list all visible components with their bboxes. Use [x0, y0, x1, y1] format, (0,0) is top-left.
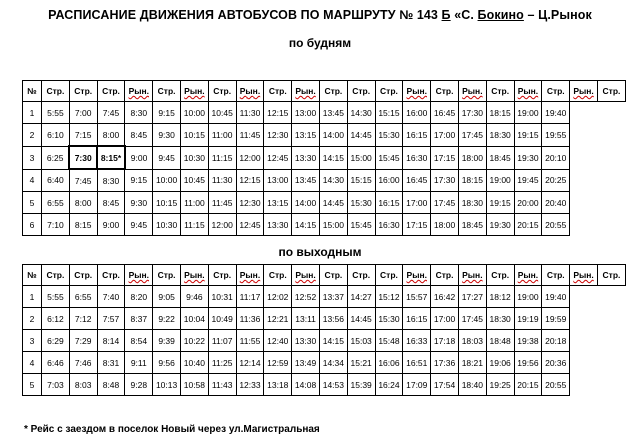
departure-time: 11:45	[236, 124, 264, 147]
departure-time: 11:30	[236, 102, 264, 124]
departure-time: 20:55	[542, 214, 570, 236]
departure-time: 15:30	[347, 192, 375, 214]
column-header: Стр.	[486, 81, 514, 102]
departure-time: 16:15	[375, 192, 403, 214]
departure-time: 11:15	[180, 214, 208, 236]
departure-time: 13:18	[264, 374, 292, 396]
column-header: Рын.	[180, 265, 208, 286]
departure-time: 16:45	[403, 169, 431, 192]
trip-number: 5	[23, 374, 42, 396]
page-title: РАСПИСАНИЕ ДВИЖЕНИЯ АВТОБУСОВ ПО МАРШРУТУ № 143 Б «С. Бокино – Ц.Рынок	[48, 8, 592, 22]
column-header: Рын.	[403, 81, 431, 102]
departure-time: 17:45	[458, 308, 486, 330]
departure-time: 12:15	[264, 102, 292, 124]
departure-time: 15:30	[375, 124, 403, 147]
departure-time: 10:22	[180, 330, 208, 352]
departure-time: 8:15	[69, 214, 97, 236]
departure-time: 14:00	[319, 124, 347, 147]
departure-time: 19:59	[542, 308, 570, 330]
departure-time: 18:30	[486, 308, 514, 330]
departure-time: 10:15	[180, 124, 208, 147]
departure-time: 5:55	[42, 286, 70, 308]
departure-time: 17:30	[458, 102, 486, 124]
column-header: Стр.	[542, 265, 570, 286]
departure-time: 13:00	[264, 169, 292, 192]
departure-time: 14:15	[292, 214, 320, 236]
departure-time: 9:45	[153, 146, 181, 169]
departure-time: 8:00	[97, 124, 125, 147]
departure-time: 20:00	[514, 192, 542, 214]
column-header: Стр.	[69, 265, 97, 286]
departure-time: 14:27	[347, 286, 375, 308]
departure-time: 15:21	[347, 352, 375, 374]
column-header: Рын.	[236, 265, 264, 286]
departure-time: 18:03	[458, 330, 486, 352]
table-row	[23, 102, 626, 124]
departure-time: 10:58	[180, 374, 208, 396]
table-row	[23, 286, 626, 308]
departure-time: 14:53	[319, 374, 347, 396]
departure-time: 7:30	[69, 146, 97, 169]
table-row	[23, 146, 626, 169]
departure-time: 17:45	[458, 124, 486, 147]
departure-time: 19:15	[514, 124, 542, 147]
departure-time: 17:15	[403, 214, 431, 236]
trip-number: 4	[23, 169, 42, 192]
table-row	[23, 192, 626, 214]
departure-time: 6:46	[42, 352, 70, 374]
departure-time: 9:56	[153, 352, 181, 374]
departure-time: 8:20	[125, 286, 153, 308]
departure-time: 10:13	[153, 374, 181, 396]
departure-time: 8:45	[97, 192, 125, 214]
departure-time: 13:15	[264, 192, 292, 214]
departure-time: 14:45	[347, 124, 375, 147]
departure-time: 18:48	[486, 330, 514, 352]
table-row	[23, 374, 626, 396]
departure-time: 12:45	[264, 146, 292, 169]
departure-time: 10:45	[208, 102, 236, 124]
departure-time: 8:14	[97, 330, 125, 352]
column-header: Рын.	[458, 265, 486, 286]
departure-time: 13:45	[319, 102, 347, 124]
departure-time: 20:18	[542, 330, 570, 352]
departure-time: 20:15	[514, 374, 542, 396]
footnote: * Рейс с заездом в поселок Новый через ул.Магистральная	[24, 424, 320, 435]
departure-time: 15:39	[347, 374, 375, 396]
departure-time: 14:30	[319, 169, 347, 192]
table-row	[23, 308, 626, 330]
trip-number: 3	[23, 330, 42, 352]
column-header: Стр.	[375, 81, 403, 102]
departure-time: 12:00	[208, 214, 236, 236]
departure-time: 13:56	[319, 308, 347, 330]
weekday-schedule-table	[22, 80, 626, 236]
departure-time: 8:30	[125, 102, 153, 124]
departure-time: 17:15	[431, 146, 459, 169]
column-header: Стр.	[431, 81, 459, 102]
weekend-label: по выходным	[278, 245, 362, 259]
column-header: Стр.	[319, 265, 347, 286]
departure-time: 19:56	[514, 352, 542, 374]
departure-time: 19:06	[486, 352, 514, 374]
departure-time: 17:27	[458, 286, 486, 308]
departure-time: 10:31	[208, 286, 236, 308]
departure-time: 11:00	[208, 124, 236, 147]
departure-time: 17:00	[431, 124, 459, 147]
departure-time: 18:30	[458, 192, 486, 214]
departure-time: 18:00	[458, 146, 486, 169]
departure-time: 19:30	[514, 146, 542, 169]
departure-time: 16:30	[375, 214, 403, 236]
departure-time: 15:30	[375, 308, 403, 330]
departure-time: 10:30	[153, 214, 181, 236]
departure-time: 19:15	[486, 192, 514, 214]
departure-time: 8:45	[125, 124, 153, 147]
column-header: Рын.	[125, 265, 153, 286]
departure-time: 16:33	[403, 330, 431, 352]
departure-time: 14:08	[292, 374, 320, 396]
departure-time: 10:15	[153, 192, 181, 214]
table-row	[23, 124, 626, 147]
weekday-label: по будням	[288, 36, 352, 50]
departure-time: 12:00	[236, 146, 264, 169]
departure-time: 20:36	[542, 352, 570, 374]
column-header: Стр.	[153, 81, 181, 102]
departure-time: 6:55	[69, 286, 97, 308]
departure-time: 16:24	[375, 374, 403, 396]
departure-time: 18:45	[458, 214, 486, 236]
departure-time: 6:29	[42, 330, 70, 352]
departure-time: 13:49	[292, 352, 320, 374]
departure-time: 6:25	[42, 146, 70, 169]
departure-time: 19:00	[486, 169, 514, 192]
departure-time: 7:46	[69, 352, 97, 374]
departure-time: 15:15	[347, 169, 375, 192]
departure-time: 7:40	[97, 286, 125, 308]
departure-time: 18:12	[486, 286, 514, 308]
departure-time: 18:45	[486, 146, 514, 169]
departure-time: 18:40	[458, 374, 486, 396]
departure-time: 15:00	[319, 214, 347, 236]
departure-time: 9:15	[153, 102, 181, 124]
departure-time: 15:03	[347, 330, 375, 352]
departure-time: 13:15	[292, 124, 320, 147]
departure-time: 16:45	[431, 102, 459, 124]
departure-time: 16:51	[403, 352, 431, 374]
departure-time: 11:07	[208, 330, 236, 352]
departure-time: 10:30	[180, 146, 208, 169]
departure-time: 12:14	[236, 352, 264, 374]
departure-time: 9:05	[153, 286, 181, 308]
departure-time: 16:15	[403, 124, 431, 147]
table-header-row	[23, 265, 626, 286]
departure-time: 12:59	[264, 352, 292, 374]
column-header: Стр.	[347, 81, 375, 102]
trip-number: 2	[23, 308, 42, 330]
departure-time: 9:15	[125, 169, 153, 192]
column-header: Рын.	[570, 81, 598, 102]
departure-time: 20:10	[542, 146, 570, 169]
departure-time: 19:00	[514, 102, 542, 124]
departure-time: 13:45	[292, 169, 320, 192]
departure-time: 7:00	[69, 102, 97, 124]
departure-time: 12:30	[264, 124, 292, 147]
departure-time: 15:45	[375, 146, 403, 169]
departure-time: 10:00	[180, 102, 208, 124]
departure-time: 18:30	[486, 124, 514, 147]
departure-time: 8:03	[69, 374, 97, 396]
trip-number: 4	[23, 352, 42, 374]
departure-time: 17:18	[431, 330, 459, 352]
departure-time: 17:36	[431, 352, 459, 374]
departure-time: 13:30	[292, 330, 320, 352]
table-header-row	[23, 81, 626, 102]
table-row	[23, 330, 626, 352]
departure-time: 9:00	[97, 214, 125, 236]
departure-time: 20:25	[542, 169, 570, 192]
departure-time: 8:37	[125, 308, 153, 330]
departure-time: 6:40	[42, 169, 70, 192]
departure-time: 12:40	[264, 330, 292, 352]
column-header: Стр.	[208, 265, 236, 286]
column-header: Стр.	[69, 81, 97, 102]
departure-time: 10:45	[180, 169, 208, 192]
departure-time: 13:30	[292, 146, 320, 169]
departure-time: 12:52	[292, 286, 320, 308]
weekend-schedule-table	[22, 264, 626, 396]
column-header: №	[23, 81, 42, 102]
column-header: Стр.	[431, 265, 459, 286]
column-header: Рын.	[570, 265, 598, 286]
departure-time: 7:29	[69, 330, 97, 352]
departure-time: 10:40	[180, 352, 208, 374]
departure-time: 9:30	[153, 124, 181, 147]
departure-time: 19:25	[486, 374, 514, 396]
departure-time: 19:55	[542, 124, 570, 147]
column-header: Стр.	[208, 81, 236, 102]
departure-time: 11:36	[236, 308, 264, 330]
departure-time: 19:00	[514, 286, 542, 308]
departure-time: 11:45	[208, 192, 236, 214]
departure-time: 11:43	[208, 374, 236, 396]
departure-time: 17:00	[403, 192, 431, 214]
departure-time: 14:30	[347, 102, 375, 124]
departure-time: 12:02	[264, 286, 292, 308]
departure-time: 16:30	[403, 146, 431, 169]
departure-time: 11:00	[180, 192, 208, 214]
column-header: Рын.	[458, 81, 486, 102]
column-header: №	[23, 265, 42, 286]
departure-time: 18:15	[458, 169, 486, 192]
column-header: Стр.	[319, 81, 347, 102]
departure-time: 5:55	[42, 102, 70, 124]
departure-time: 17:54	[431, 374, 459, 396]
departure-time: 6:12	[42, 308, 70, 330]
departure-time: 7:15	[69, 124, 97, 147]
column-header: Рын.	[292, 81, 320, 102]
departure-time: 17:09	[403, 374, 431, 396]
departure-time: 17:00	[431, 308, 459, 330]
column-header: Стр.	[597, 81, 625, 102]
departure-time: 9:30	[125, 192, 153, 214]
departure-time: 6:55	[42, 192, 70, 214]
departure-time: 10:04	[180, 308, 208, 330]
departure-time: 17:45	[431, 192, 459, 214]
departure-time: 17:30	[431, 169, 459, 192]
trip-number: 2	[23, 124, 42, 147]
departure-time: 15:00	[347, 146, 375, 169]
departure-time: 19:19	[514, 308, 542, 330]
table-row	[23, 169, 626, 192]
departure-time: 18:15	[486, 102, 514, 124]
trip-number: 1	[23, 286, 42, 308]
departure-time: 11:17	[236, 286, 264, 308]
departure-time: 16:06	[375, 352, 403, 374]
trip-number: 1	[23, 102, 42, 124]
departure-time: 11:55	[236, 330, 264, 352]
departure-time: 12:30	[236, 192, 264, 214]
departure-time: 7:57	[97, 308, 125, 330]
departure-time: 7:03	[42, 374, 70, 396]
trip-number: 3	[23, 146, 42, 169]
column-header: Стр.	[97, 265, 125, 286]
departure-time: 18:21	[458, 352, 486, 374]
column-header: Стр.	[375, 265, 403, 286]
column-header: Стр.	[486, 265, 514, 286]
departure-time: 7:10	[42, 214, 70, 236]
departure-time: 9:39	[153, 330, 181, 352]
departure-time: 11:15	[208, 146, 236, 169]
departure-time: 19:40	[542, 286, 570, 308]
departure-time: 8:30	[97, 169, 125, 192]
departure-time: 14:15	[319, 330, 347, 352]
departure-time: 9:45	[125, 214, 153, 236]
departure-time: 13:30	[264, 214, 292, 236]
departure-time: 15:57	[403, 286, 431, 308]
departure-time: 19:45	[514, 169, 542, 192]
departure-time: 20:40	[542, 192, 570, 214]
column-header: Стр.	[264, 265, 292, 286]
departure-time: 11:30	[208, 169, 236, 192]
departure-time: 10:00	[153, 169, 181, 192]
departure-time: 12:45	[236, 214, 264, 236]
departure-time: 12:15	[236, 169, 264, 192]
departure-time: 15:12	[375, 286, 403, 308]
column-header: Рын.	[236, 81, 264, 102]
departure-time: 16:15	[403, 308, 431, 330]
column-header: Стр.	[347, 265, 375, 286]
departure-time: 8:15*	[97, 146, 125, 169]
table-row	[23, 352, 626, 374]
departure-time: 15:15	[375, 102, 403, 124]
departure-time: 14:34	[319, 352, 347, 374]
departure-time: 16:00	[403, 102, 431, 124]
column-header: Рын.	[514, 81, 542, 102]
column-header: Стр.	[42, 265, 70, 286]
departure-time: 13:37	[319, 286, 347, 308]
departure-time: 9:00	[125, 146, 153, 169]
table-row	[23, 214, 626, 236]
departure-time: 20:55	[542, 374, 570, 396]
departure-time: 11:25	[208, 352, 236, 374]
trip-number: 6	[23, 214, 42, 236]
departure-time: 12:33	[236, 374, 264, 396]
departure-time: 15:45	[347, 214, 375, 236]
departure-time: 18:00	[431, 214, 459, 236]
departure-time: 19:38	[514, 330, 542, 352]
departure-time: 8:54	[125, 330, 153, 352]
departure-time: 14:45	[347, 308, 375, 330]
departure-time: 8:31	[97, 352, 125, 374]
departure-time: 20:15	[514, 214, 542, 236]
departure-time: 9:22	[153, 308, 181, 330]
column-header: Стр.	[597, 265, 625, 286]
column-header: Рын.	[292, 265, 320, 286]
departure-time: 19:30	[486, 214, 514, 236]
departure-time: 14:45	[319, 192, 347, 214]
departure-time: 19:40	[542, 102, 570, 124]
column-header: Рын.	[403, 265, 431, 286]
column-header: Рын.	[125, 81, 153, 102]
departure-time: 9:46	[180, 286, 208, 308]
column-header: Стр.	[264, 81, 292, 102]
departure-time: 10:49	[208, 308, 236, 330]
departure-time: 7:45	[69, 169, 97, 192]
departure-time: 14:15	[319, 146, 347, 169]
departure-time: 7:12	[69, 308, 97, 330]
departure-time: 15:48	[375, 330, 403, 352]
departure-time: 8:48	[97, 374, 125, 396]
departure-time: 9:28	[125, 374, 153, 396]
column-header: Стр.	[153, 265, 181, 286]
column-header: Рын.	[180, 81, 208, 102]
departure-time: 13:00	[292, 102, 320, 124]
trip-number: 5	[23, 192, 42, 214]
departure-time: 9:11	[125, 352, 153, 374]
departure-time: 14:00	[292, 192, 320, 214]
departure-time: 16:00	[375, 169, 403, 192]
column-header: Рын.	[514, 265, 542, 286]
departure-time: 12:21	[264, 308, 292, 330]
departure-time: 8:00	[69, 192, 97, 214]
departure-time: 7:45	[97, 102, 125, 124]
departure-time: 6:10	[42, 124, 70, 147]
column-header: Стр.	[42, 81, 70, 102]
column-header: Стр.	[97, 81, 125, 102]
departure-time: 13:11	[292, 308, 320, 330]
departure-time: 16:42	[431, 286, 459, 308]
column-header: Стр.	[542, 81, 570, 102]
